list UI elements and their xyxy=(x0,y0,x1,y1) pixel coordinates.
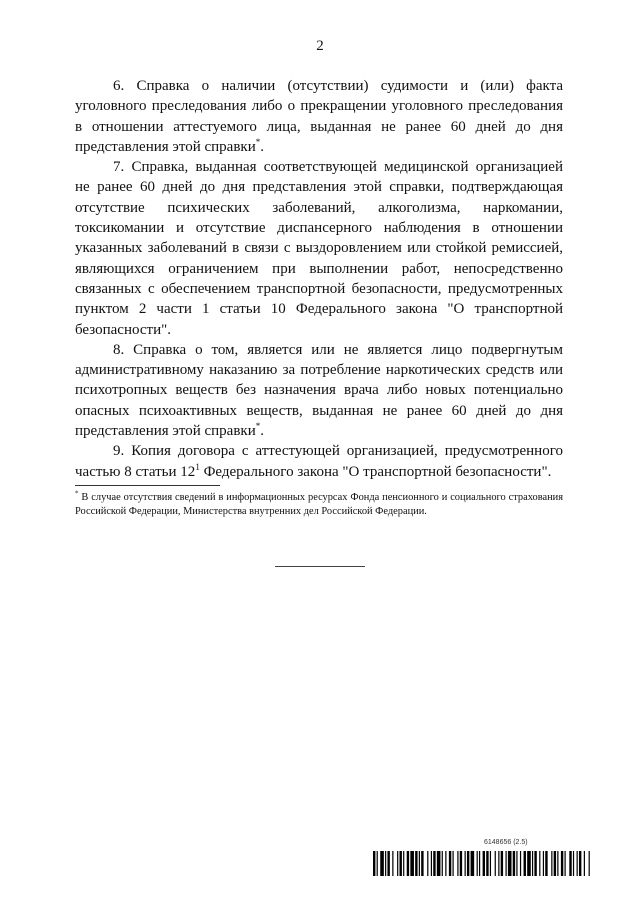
barcode-bar xyxy=(387,851,389,876)
barcode-bar xyxy=(400,851,402,876)
barcode-image xyxy=(373,851,591,876)
barcode-bar xyxy=(445,851,446,876)
document-code: 6148656 (2.5) xyxy=(484,839,528,846)
barcode-bar xyxy=(557,851,558,876)
barcode-bar xyxy=(427,851,428,876)
barcode-bar xyxy=(477,851,478,876)
barcode-bar xyxy=(442,851,443,876)
barcode-bar xyxy=(513,851,515,876)
barcode-bar xyxy=(433,851,435,876)
paragraph-tail: Федерального закона "О транспортной безопасности". xyxy=(199,463,552,480)
barcode-bar xyxy=(483,851,485,876)
barcode-bar xyxy=(516,851,517,876)
barcode-bar xyxy=(539,851,540,876)
barcode-bar xyxy=(501,851,503,876)
barcode-bar xyxy=(589,851,590,876)
footnote-text: В случае отсутствия сведений в информационных ресурсах Фонда пенсионного и социального страхования Российской Федерации, Министерства внутренних дел Российской Федерации. xyxy=(75,492,563,517)
paragraph-text: 7. Справка, выданная соответствующей медицинской организацией не ранее 60 дней до дня представления этой справки, подтверждающая отсутствие психических заболеваний, алкоголизма, наркомании, токсикомании и отсутствие диспансерного наблюдения в отношении указанных заболеваний в связи с выздоровлением или стойкой ремиссией, являющихся ограничением при выполнении работ, непосредственно связанных с обеспечением транспортной безопасности, предусмотренных пунктом 2 части 1 статьи 10 Федерального закона "О транспортной безопасности". xyxy=(75,159,563,338)
barcode-bar xyxy=(577,851,578,876)
footnote-mark: * xyxy=(255,421,261,432)
barcode-bar xyxy=(397,851,398,876)
barcode-bar xyxy=(486,851,488,876)
barcode-bar xyxy=(505,851,506,876)
paragraph-item-7 xyxy=(75,157,563,340)
footnote-divider xyxy=(75,485,220,486)
barcode-bar xyxy=(524,851,526,876)
barcode-bar xyxy=(421,851,423,876)
barcode-bar xyxy=(419,851,420,876)
barcode-bar xyxy=(495,851,496,876)
paragraph-text: 6. Справка о наличии (отсутствии) судимости и (или) факта уголовного преследования либо о прекращении уголовного преследования в отношении аттестуемого лица, выданная не ранее 60 дней до дня представления этой справки xyxy=(75,78,563,155)
barcode-bar xyxy=(415,851,417,876)
paragraph-text: 9. Копия договора с аттестующей организацией, предусмотренного частью 8 статьи 12 xyxy=(75,443,563,480)
barcode-bar xyxy=(534,851,536,876)
barcode-bar xyxy=(554,851,556,876)
barcode-bar xyxy=(584,851,585,876)
barcode-bar xyxy=(380,851,384,876)
document-body xyxy=(75,76,563,482)
barcode-bar xyxy=(532,851,533,876)
barcode-bar xyxy=(545,851,547,876)
barcode-bar xyxy=(460,851,462,876)
paragraph-text: 8. Справка о том, является или не является лицо подвергнутым административному наказанию за потребление наркотических средств или психотропных веществ без назначения врача либо новых потенциально опасных психоактивных веществ, выданная не ранее 60 дней до дня представления этой справки xyxy=(75,341,563,440)
barcode-bar xyxy=(449,851,451,876)
barcode-bar xyxy=(467,851,469,876)
page-number: 2 xyxy=(316,38,324,54)
end-of-text-divider xyxy=(275,566,365,567)
paragraph-tail: . xyxy=(260,423,264,440)
barcode-bar xyxy=(471,851,475,876)
barcode-bar xyxy=(452,851,453,876)
barcode-bar xyxy=(479,851,480,876)
barcode-bar xyxy=(573,851,574,876)
paragraph-item-6 xyxy=(75,76,563,157)
barcode-bar xyxy=(508,851,512,876)
barcode-bar xyxy=(579,851,581,876)
barcode-bar xyxy=(410,851,414,876)
barcode-bar xyxy=(377,851,378,876)
footnote xyxy=(75,491,563,519)
paragraph-tail: . xyxy=(260,138,264,155)
barcode-bar xyxy=(561,851,563,876)
barcode-bar xyxy=(527,851,531,876)
paragraph-item-8 xyxy=(75,340,563,441)
barcode-bar xyxy=(407,851,409,876)
barcode-bar xyxy=(520,851,521,876)
footnote-mark: * xyxy=(75,489,79,498)
barcode-bar xyxy=(392,851,393,876)
barcode-bar xyxy=(565,851,566,876)
barcode-bar xyxy=(490,851,491,876)
barcode-bar xyxy=(437,851,441,876)
barcode-bar xyxy=(569,851,571,876)
paragraph-item-9 xyxy=(75,441,563,482)
barcode-bar xyxy=(385,851,386,876)
barcode-bar xyxy=(498,851,499,876)
barcode-bar xyxy=(373,851,375,876)
barcode-bar xyxy=(431,851,432,876)
barcode-bar xyxy=(465,851,466,876)
barcode-bar xyxy=(403,851,404,876)
barcode-bar xyxy=(457,851,458,876)
barcode-bar xyxy=(551,851,552,876)
barcode-bar xyxy=(543,851,544,876)
article-superscript: 1 xyxy=(195,461,200,472)
footnote-mark: * xyxy=(255,136,261,147)
